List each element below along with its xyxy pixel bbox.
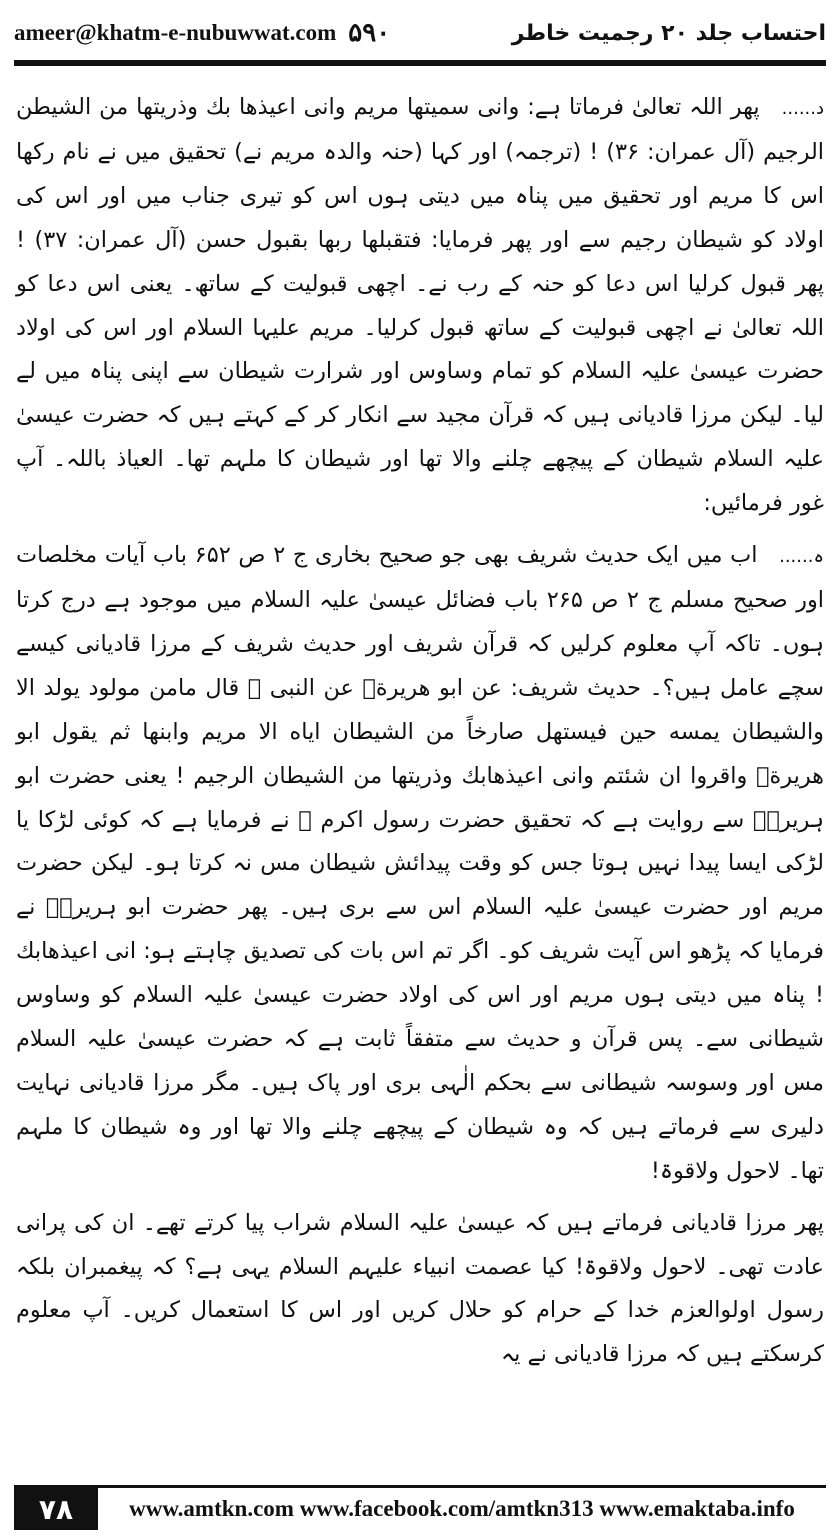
footer-page-number: ۷۸ xyxy=(14,1488,98,1530)
header-page-number: ۵۹۰ xyxy=(348,18,391,48)
paragraph-text: پھر مرزا قادیانی فرماتے ہیں کہ عیسیٰ علیہ السلام شراب پیا کرتے تھے۔ ان کی پرانی عادت تھی۔ لاحول ولاقوۃ! کیا عصمت انبیاء علیہم السلام یہی ہے؟ کہ پیغمبران بلکہ رسول اولوالعزم خدا کے حرام کو حلال کریں اور اس کا استعمال کریں۔ آپ معلوم کرسکتے ہیں کہ مرزا قادیانی نے یہ xyxy=(16,1209,824,1368)
paragraph-marker: ہ...... xyxy=(779,546,824,568)
header-rule xyxy=(14,60,826,66)
header-left xyxy=(14,18,390,48)
header-email: ameer@khatm-e-nubuwwat.com xyxy=(14,20,337,45)
page-footer xyxy=(14,1485,826,1530)
paragraph xyxy=(16,534,824,1194)
paragraph-text: پھر اللہ تعالیٰ فرماتا ہے: وانی سمیتها مریم وانی اعیذها بك وذریتها من الشیطن الرجیم (آل عمران: ۳۶) ! (ترجمہ) اور کہا (حنہ والدہ مریم نے) تحقیق میں نے نام رکھا اس کا مریم اور تحقیق میں پناہ میں دیتی ہوں اس کو تیری جناب میں اور اس کی اولاد کو شیطان رجیم سے اور پھر فرمایا: فتقبلها ربها بقبول حسن (آل عمران: ۳۷) ! پھر قبول کرلیا اس دعا کو حنہ کے رب نے۔ اچھی قبولیت کے ساتھ۔ یعنی اس دعا کو اللہ تعالیٰ نے اچھی قبولیت کے ساتھ قبول کرلیا۔ مریم علیہا السلام اور اس کی اولاد حضرت عیسیٰ علیہ السلام کو تمام وساوس اور شرارت شیطان سے اپنی پناہ میں لے لیا۔ لیکن مرزا قادیانی ہیں کہ قرآن مجید سے انکار کر کے کہتے ہیں کہ حضرت عیسیٰ علیہ السلام شیطان کے پیچھے چلنے والا تھا اور شیطان کا ملہم تھا۔ العیاذ باللہ۔ آپ غور فرمائیں: xyxy=(16,94,824,517)
paragraph xyxy=(16,86,824,526)
paragraph xyxy=(16,1202,824,1378)
page-header xyxy=(14,10,826,56)
running-title: احتساب جلد ۲۰ رجمیت خاطر xyxy=(511,20,826,46)
body-text xyxy=(16,86,824,1484)
paragraph-marker: د...... xyxy=(781,98,825,119)
footer-links: www.amtkn.com www.facebook.com/amtkn313 www.emaktaba.info xyxy=(129,1496,795,1521)
paragraph-text: اب میں ایک حدیث شریف بھی جو صحیح بخاری ج ۲ ص ۶۵۲ باب آیات مخلصات اور صحیح مسلم ج ۲ ص ۲۶۵ باب فضائل عیسیٰ علیہ السلام میں موجود ہے درج کرتا ہوں۔ تاکہ آپ معلوم کرلیں کہ قرآن شریف اور حدیث شریف کے مرزا قادیانی کیسے سچے عامل ہیں؟۔ حدیث شریف: عن ابو هریرةؓ عن النبی ﷺ قال مامن مولود یولد الا والشیطان یمسه حین فیستهل صارخاً من الشیطان ایاه الا مریم وابنها ثم یقول ابو هریرةؓ واقروا ان شئتم وانی اعیذهابك وذریتها من الشیطان الرجیم ! یعنی حضرت ابو ہریرہؓ سے روایت ہے کہ تحقیق حضرت رسول اکرم ﷺ نے فرمایا ہے کہ کوئی لڑکا یا لڑکی ایسا پیدا نہیں ہوتا جس کو وقت پیدائش شیطان مس نہ کرتا ہو۔ لیکن حضرت مریم اور حضرت عیسیٰ علیہ السلام اس سے بری ہیں۔ پھر حضرت ابو ہریرہؓ نے فرمایا کہ پڑھو اس آیت شریف کو۔ اگر تم اس بات کی تصدیق چاہتے ہو: انی اعیذهابك ! پناہ میں دیتی ہوں مریم اور اس کی اولاد حضرت عیسیٰ علیہ السلام کو وساوس شیطانی سے۔ پس قرآن و حدیث سے متفقاً ثابت ہے کہ حضرت عیسیٰ علیہ السلام مس اور وسوسہ شیطانی سے بحکم الٰہی بری اور پاک ہیں۔ مگر مرزا قادیانی نہایت دلیری سے فرماتے ہیں کہ وہ شیطان کے پیچھے چلنے والا تھا اور وہ شیطان کا ملہم تھا۔ لاحول ولاقوۃ! xyxy=(16,542,824,1184)
